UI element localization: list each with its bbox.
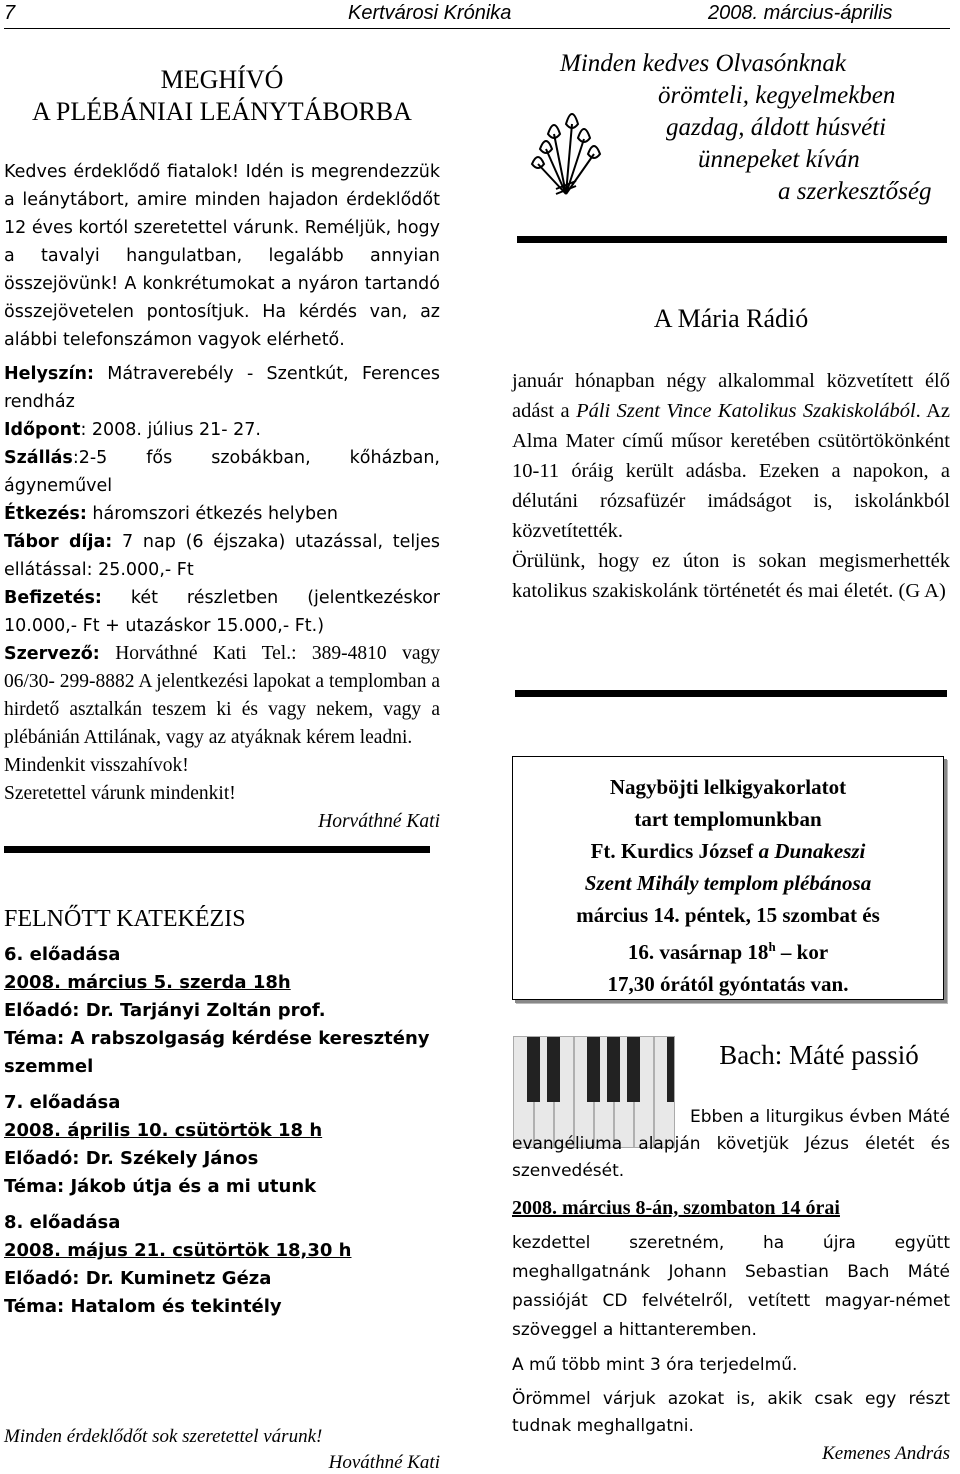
befizetes-value: két részletben (jelentkezéskor 10.000,- Ft + utazáskor 15.000,- Ft.) — [4, 588, 440, 636]
befizetes-label: Befizetés: — [4, 588, 102, 608]
idopont-label: Időpont — [4, 420, 81, 440]
lent-parish: a Dunakeszi — [758, 839, 866, 863]
greeting-line5: a szerkesztőség — [778, 178, 932, 205]
page-header — [0, 0, 960, 30]
lecture-label: 7. előadása — [4, 1092, 121, 1113]
meghivo-title — [4, 64, 440, 128]
szervezo-value: Horváthné Kati Tel.: 389-4810 vagy 06/30- 299-8882 A jelentkezési lapokat a templomban a hirdető asztalkán teszem ki és vagy nekem, vagy a plébánián Attilának, vagy az atyáknak kérem leadni. — [4, 643, 440, 748]
lecture-topic: Téma: Jákob útja és a mi utunk — [4, 1176, 317, 1197]
lecture-speaker: Előadó: Dr. Kuminetz Géza — [4, 1268, 272, 1289]
meghivo-tabor — [4, 528, 440, 584]
szervezo-label: Szervező: — [4, 644, 100, 664]
greeting-line2: örömteli, kegyelmekben — [658, 82, 896, 109]
greeting-line1: Minden kedves Olvasónknak — [560, 50, 846, 77]
lecture-item — [4, 941, 440, 1081]
meghivo-befizetes — [4, 584, 440, 640]
lecture-date: 2008. május 21. csütörtök 18,30 h — [4, 1240, 352, 1261]
lent-line3 — [513, 835, 943, 867]
lecture-date: 2008. március 5. szerda 18h — [4, 972, 291, 993]
bach-body: kezdettel szeretném, ha újra együtt meghallgatnánk Johann Sebastian Bach Máté passióját CD felvételről, vetített magyar-német szöveggel a hittanteremben. — [512, 1233, 950, 1340]
bach-article — [512, 1104, 950, 1468]
tabor-label: Tábor díja: — [4, 532, 113, 552]
etkezes-value: háromszori étkezés helyben — [86, 504, 338, 524]
greeting-line3: gazdag, áldott húsvéti — [666, 114, 887, 141]
lecture-item — [4, 1209, 440, 1321]
szallas-value: :2-5 fős szobákban, kőházban, ágyneművel — [4, 448, 440, 496]
lent-priest: Ft. Kurdics József — [590, 839, 759, 863]
meghivo-title-line2: A PLÉBÁNIAI LEÁNYTÁBORBA — [32, 97, 412, 126]
lent-line1: Nagyböjti lelkigyakorlatot — [609, 775, 847, 799]
meghivo-closing2: Szeretettel várunk mindenkit! — [4, 783, 236, 804]
radio-text1: január hónapban négy alkalommal közvetített élő adást a — [512, 370, 950, 422]
szallas-label: Szállás — [4, 448, 73, 468]
left-column — [4, 40, 441, 1473]
lent-retreat-box — [512, 756, 944, 1000]
bach-date: 2008. március 8-án, szombaton 14 órai — [512, 1197, 840, 1219]
meghivo-helyszin — [4, 360, 440, 416]
bach-intro: Ebben a liturgikus évben Máté evangéliuma alapján követjük Jézus életét és szenvedését. — [512, 1107, 950, 1181]
radio-text3: Örülünk, hogy ez úton is sokan megismerhették katolikus szakiskolánk történetét és mai életét. (G A) — [512, 550, 950, 602]
lent-line6sup: h — [768, 939, 776, 954]
katekezis-title: FELNŐTT KATEKÉZIS — [4, 906, 246, 932]
lent-line4: Szent Mihály templom plébánosa — [584, 871, 872, 895]
lecture-topic: Téma: Hatalom és tekintély — [4, 1296, 282, 1317]
meghivo-etkezes — [4, 500, 440, 528]
radio-title: A Mária Rádió — [653, 304, 809, 333]
meghivo-closing1: Mindenkit visszahívok! — [4, 755, 189, 776]
lecture-speaker: Előadó: Dr. Tarjányi Zoltán prof. — [4, 1000, 326, 1021]
lecture-list — [4, 941, 440, 1321]
helyszin-value: Mátraverebély - Szentkút, Ferences rendház — [4, 364, 440, 412]
bach-title: Bach: Máté passió — [719, 1040, 919, 1070]
radio-text2: . Az Alma Mater című műsor keretében csütörtökönként 10-11 óráig került adásba. Ezeken a napokon, a délutáni rózsafüzér imádságot is, iskolánkból közvetítették. — [512, 400, 950, 542]
katekezis-closing: Minden érdeklődőt sok szeretettel várunk! — [4, 1426, 323, 1447]
lent-line6a: 16. vasárnap 18 — [627, 940, 769, 964]
easter-greeting — [560, 48, 950, 208]
lent-line7: 17,30 órától gyóntatás van. — [607, 972, 849, 996]
publication-name: Kertvárosi Krónika — [348, 2, 512, 24]
katekezis-signature: Hováthné Kati — [328, 1452, 440, 1473]
issue-date: 2008. március-április — [708, 2, 893, 24]
radio-article — [512, 366, 950, 606]
lent-line6b: – kor — [775, 940, 829, 964]
bach-signature: Kemenes András — [822, 1443, 950, 1464]
tabor-value: 7 nap (6 éjszaka) utazással, teljes ellátással: 25.000,- Ft — [4, 532, 440, 580]
section-divider — [515, 690, 947, 697]
bach-length: A mű több mint 3 óra terjedelmű. — [512, 1355, 798, 1375]
lecture-item — [4, 1089, 440, 1201]
section-divider — [517, 236, 947, 243]
lent-line5: március 14. péntek, 15 szombat és — [576, 903, 880, 927]
header-rule — [4, 28, 950, 29]
meghivo-szervezo — [4, 640, 440, 752]
radio-school: Páli Szent Vince Katolikus Szakiskolából — [576, 400, 916, 422]
lent-line6 — [513, 931, 943, 968]
meghivo-body: Kedves érdeklődő fiatalok! Idén is megrendezzük a leánytábort, amire minden hajadon érdeklődőt 12 éves kortól szeretettel várunk. Reméljük, hogy a tavalyi hangulatban, legalább annyian összejövünk! A konkrétumokat a nyáron tartandó összejövetelen pontosítjuk. Ha kérdés van, az alábbi telefonszámon vagyok elérhető. — [4, 162, 441, 350]
bach-closing: Örömmel várjuk azokat is, akik csak egy részt tudnak meghallgatni. — [512, 1389, 950, 1436]
meghivo-signature: Horváthné Kati — [318, 811, 440, 832]
lecture-label: 6. előadása — [4, 944, 121, 965]
lecture-date: 2008. április 10. csütörtök 18 h — [4, 1120, 323, 1141]
page-number: 7 — [4, 2, 16, 24]
greeting-line4: ünnepeket kíván — [698, 146, 860, 173]
lecture-speaker: Előadó: Dr. Székely János — [4, 1148, 259, 1169]
etkezes-label: Étkezés: — [4, 504, 87, 524]
idopont-value: : 2008. július 21- 27. — [80, 420, 261, 440]
section-divider — [4, 846, 430, 853]
meghivo-idopont — [4, 416, 440, 444]
lecture-topic: Téma: A rabszolgaság kérdése keresztény szemmel — [4, 1028, 430, 1077]
helyszin-label: Helyszín: — [4, 364, 94, 384]
meghivo-szallas — [4, 444, 440, 500]
meghivo-title-line1: MEGHÍVÓ — [160, 65, 284, 94]
lent-line2: tart templomunkban — [634, 807, 822, 831]
radio-text — [512, 366, 950, 546]
lecture-label: 8. előadása — [4, 1212, 121, 1233]
